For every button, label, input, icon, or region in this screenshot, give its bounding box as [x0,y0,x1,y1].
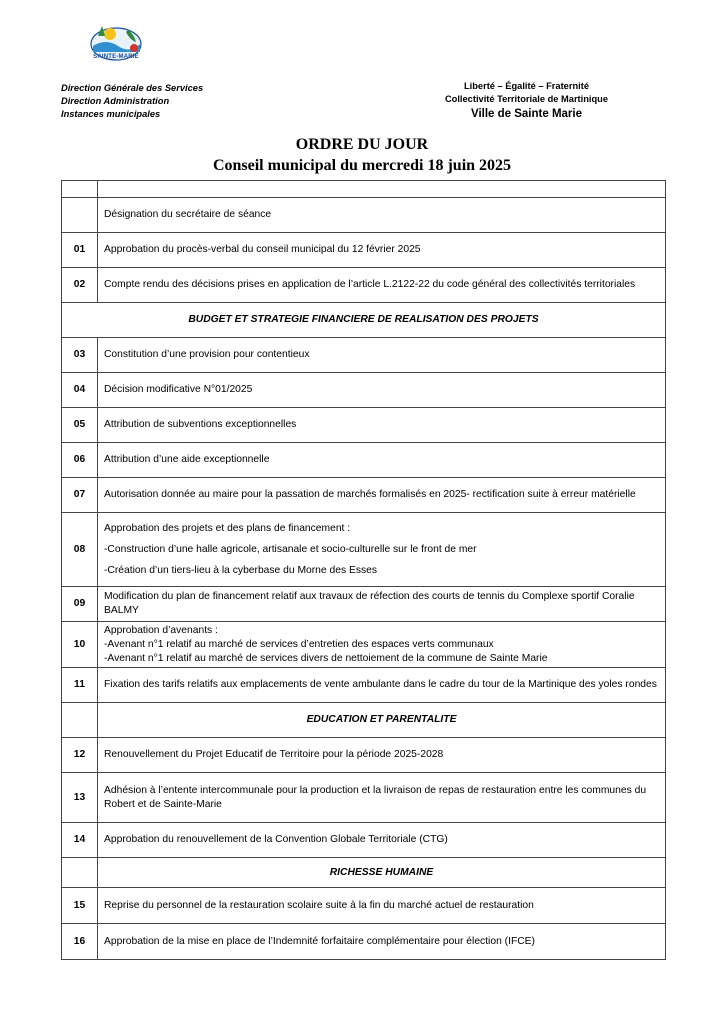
item-line: -Construction d’une halle agricole, artisanale et socio-culturelle sur le front de mer [104,543,477,555]
item-number: 10 [62,622,98,668]
item-number: 04 [62,373,98,408]
item-text [98,513,666,587]
item-text: Reprise du personnel de la restauration scolaire suite à la fin du marché actuel de restauration [98,888,666,924]
table-row [62,587,666,622]
item-text: Approbation de la mise en place de l’Indemnité forfaitaire complémentaire pour élection (IFCE) [98,924,666,960]
city-logo [88,22,144,68]
item-number: 08 [62,513,98,587]
item-text: Désignation du secrétaire de séance [98,198,666,233]
item-number: 09 [62,587,98,622]
section-row [62,858,666,888]
empty-cell [62,703,98,738]
header-left-line: Direction Administration [61,96,170,106]
item-number: 16 [62,924,98,960]
empty-cell [62,181,98,198]
section-title: RICHESSE HUMAINE [98,858,666,888]
table-row [62,478,666,513]
table-row [62,233,666,268]
item-text: Adhésion à l’entente intercommunale pour la production et la livraison de repas de restauration entre les communes du Robert et de Sainte-Marie [98,773,666,823]
section-title: EDUCATION ET PARENTALITE [98,703,666,738]
table-row [62,668,666,703]
table-row [62,823,666,858]
item-text: Attribution de subventions exceptionnelles [98,408,666,443]
item-number: 14 [62,823,98,858]
item-text: Approbation du procès-verbal du conseil municipal du 12 février 2025 [98,233,666,268]
section-title: BUDGET ET STRATEGIE FINANCIERE DE REALISATION DES PROJETS [62,303,666,338]
collectivity: Collectivité Territoriale de Martinique [444,94,609,104]
table-row [62,198,666,233]
item-text: Décision modificative N°01/2025 [98,373,666,408]
table-row [62,773,666,823]
item-line: -Avenant n°1 relatif au marché de services d’entretien des espaces verts communaux [104,638,494,650]
table-row [62,181,666,198]
item-text [98,622,666,668]
section-row [62,303,666,338]
empty-cell [62,858,98,888]
item-text: Modification du plan de financement relatif aux travaux de réfection des courts de tennis du Complexe sportif Coralie BALMY [98,587,666,622]
table-row [62,338,666,373]
item-number: 01 [62,233,98,268]
item-number: 13 [62,773,98,823]
item-text: Autorisation donnée au maire pour la passation de marchés formalisés en 2025- rectification suite à erreur matérielle [98,478,666,513]
table-row [62,924,666,960]
item-number: 02 [62,268,98,303]
motto: Liberté – Égalité – Fraternité [463,81,590,91]
table-row [62,373,666,408]
city-name: Ville de Sainte Marie [470,108,582,120]
item-number: 15 [62,888,98,924]
header-right [420,80,633,122]
table-row [62,888,666,924]
item-number: 06 [62,443,98,478]
item-number: 07 [62,478,98,513]
item-text: Attribution d’une aide exceptionnelle [98,443,666,478]
table-row [62,268,666,303]
table-row [62,443,666,478]
item-line: -Création d’un tiers-lieu à la cyberbase du Morne des Esses [104,564,378,576]
item-text: Renouvellement du Projet Educatif de Territoire pour la période 2025-2028 [98,738,666,773]
agenda-table [61,180,666,960]
table-row [62,408,666,443]
logo-text: SAINTE-MARIE [93,54,139,60]
item-number: 11 [62,668,98,703]
table-row [62,738,666,773]
header-left-line: Direction Générale des Services [61,83,204,93]
section-row [62,703,666,738]
item-number [62,198,98,233]
header-left [61,82,203,121]
item-text: Approbation du renouvellement de la Convention Globale Territoriale (CTG) [98,823,666,858]
item-line: -Avenant n°1 relatif au marché de services divers de nettoiement de la commune de Sainte Marie [104,652,548,664]
header-left-line: Instances municipales [61,109,161,119]
item-number: 12 [62,738,98,773]
page-subtitle: Conseil municipal du mercredi 18 juin 2025 [212,157,512,174]
table-row [62,513,666,587]
item-text: Compte rendu des décisions prises en application de l’article L.2122-22 du code général des collectivités territoriales [98,268,666,303]
page-title: ORDRE DU JOUR [295,136,429,153]
table-row [62,622,666,668]
item-text: Fixation des tarifs relatifs aux emplacements de vente ambulante dans le cadre du tour de la Martinique des yoles rondes [98,668,666,703]
empty-cell [98,181,666,198]
item-line: Approbation des projets et des plans de financement : [104,522,351,534]
item-text: Constitution d’une provision pour contentieux [98,338,666,373]
item-number: 03 [62,338,98,373]
item-line: Approbation d’avenants : [104,624,218,636]
item-number: 05 [62,408,98,443]
